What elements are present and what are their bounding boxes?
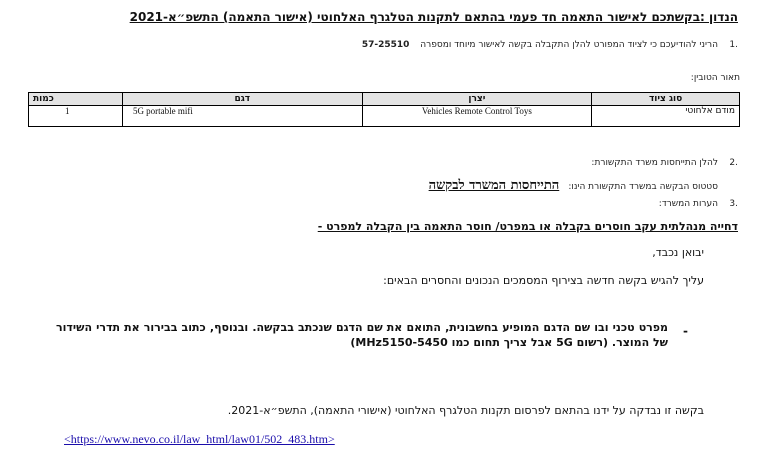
status-value: התייחסות המשרד לבקשה bbox=[428, 178, 560, 193]
bullet-text: מפרט טכני ובו שם הדגם המופיע בחשבונית, התואם את שם הדגם שנכתב בבקשה. ובנוסף, כתוב בבירור את תדרי השידור של המוצר. (רשום 5G אבל צריך תחום כמו MHz5150-5450) bbox=[56, 321, 668, 349]
header-equipment-type: סוג ציוד bbox=[592, 93, 740, 106]
cell-quantity: 1 bbox=[29, 106, 123, 127]
goods-label: תאור הטובין: bbox=[690, 73, 740, 83]
item-3-number: .3 bbox=[729, 199, 738, 209]
header-model: דגם bbox=[122, 93, 362, 106]
instruction-text: עליך להגיש בקשה חדשה בצירוף המסמכים הנכונים והחסרים הבאים: bbox=[383, 274, 704, 287]
item-3-text: הערות המשרד: bbox=[658, 199, 718, 209]
law-link[interactable]: <https://www.nevo.co.il/law_html/law01/502_483.htm> bbox=[64, 432, 335, 446]
header-quantity: כמות bbox=[29, 93, 123, 106]
table-row bbox=[29, 106, 740, 127]
request-number: 57-25510 bbox=[361, 40, 410, 50]
cell-model: 5G portable mifi bbox=[122, 106, 362, 127]
item-1-number: .1 bbox=[729, 40, 738, 50]
status-label: סטטוס הבקשה במשרד התקשורת הינו: bbox=[568, 182, 718, 192]
item-1-text bbox=[362, 40, 718, 50]
cell-equipment-type: מודם אלחוטי bbox=[592, 106, 740, 127]
header-manufacturer: יצרן bbox=[362, 93, 592, 106]
cell-manufacturer: Vehicles Remote Control Toys bbox=[362, 106, 592, 127]
greeting: יבואן נכבד, bbox=[652, 246, 704, 259]
item-2-line-1: להלן התייחסות משרד התקשורת: bbox=[591, 158, 718, 168]
item-2-number: .2 bbox=[729, 158, 738, 168]
goods-table-header-row bbox=[29, 93, 740, 106]
item-2-line-2 bbox=[429, 174, 718, 193]
comment-heading: דחייה מנהלתית עקב חוסרים בקבלה או במפרט/ חוסר התאמה בין הקבלה למפרט - bbox=[317, 220, 738, 233]
footer-text: בקשה זו נבדקה על ידנו בהתאם לפרסום תקנות הטלגרף האלחוטי (אישורי התאמה), התשפ״א-2021. bbox=[227, 404, 704, 417]
bullet-dash: - bbox=[683, 324, 688, 338]
goods-table bbox=[28, 92, 740, 127]
subject-line: הנדון :בקשתכם לאישור התאמה חד פעמי בהתאם לתקנות הטלגרף האלחוטי (אישור התאמה) התשפ״א-2021 bbox=[129, 10, 738, 24]
item-1-sentence: הריני להודיעכם כי לציוד המפורט להלן התקבלה בקשה לאישור מיוחד ומספרה bbox=[420, 40, 718, 50]
